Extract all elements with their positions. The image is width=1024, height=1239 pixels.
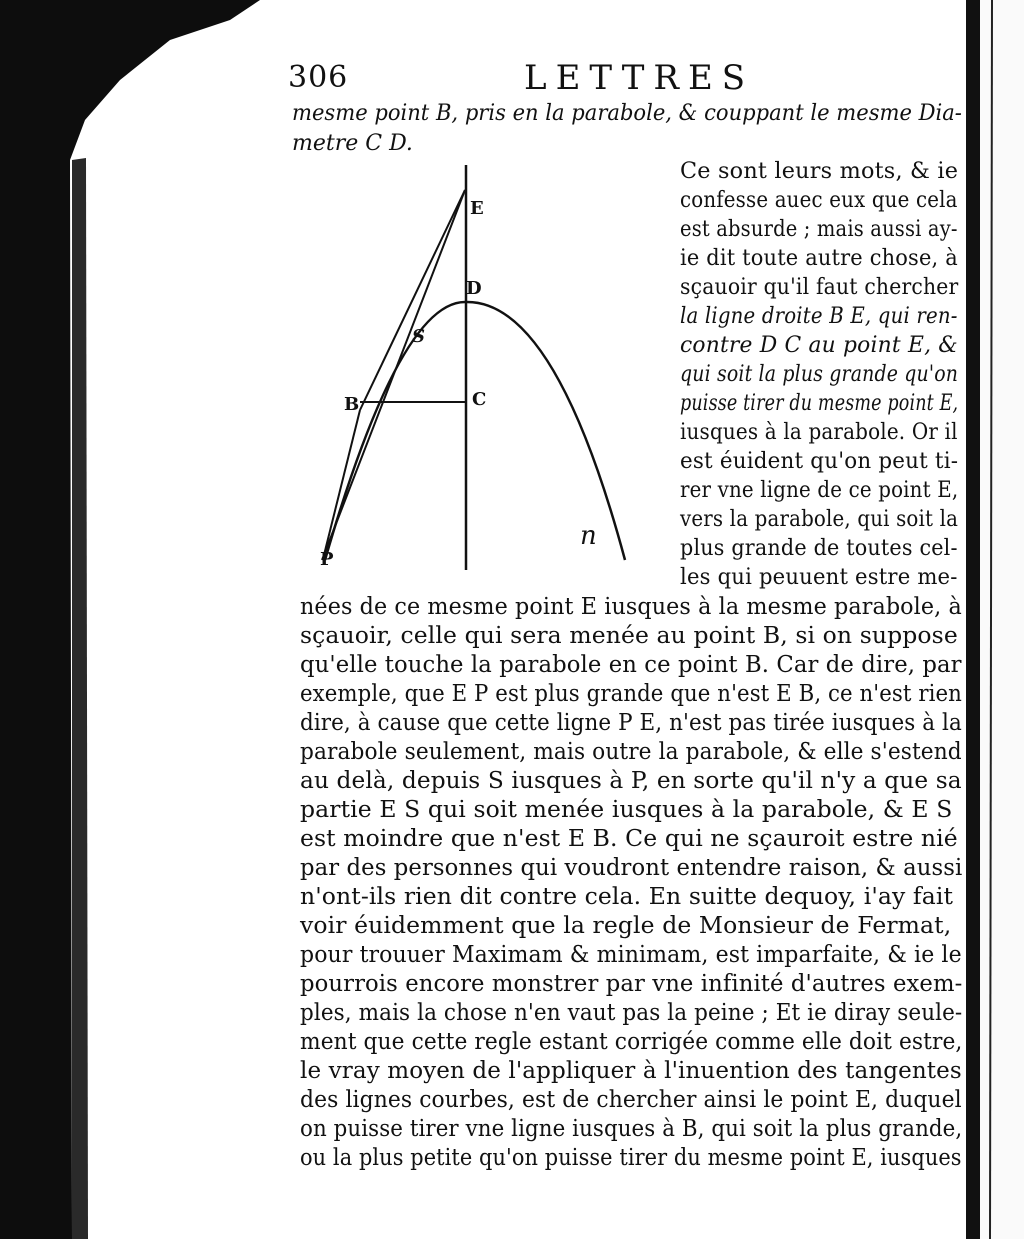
body-line: exemple, que E P est plus grande que n'est E B, ce n'est rien bbox=[300, 679, 962, 707]
label-n: n bbox=[580, 521, 597, 551]
body-line: on puisse tirer vne ligne iusques à B, qui soit la plus grande, bbox=[300, 1114, 963, 1142]
body-line: est moindre que n'est E B. Ce qui ne sçauroit estre nié bbox=[300, 824, 958, 852]
column-line: est absurde ; mais aussi ay- bbox=[680, 216, 958, 242]
intro-line: metre C D. bbox=[292, 131, 413, 156]
line-BP bbox=[324, 410, 360, 555]
column-line: contre D C au point E, & bbox=[680, 332, 958, 358]
column-line: la ligne droite B E, qui ren- bbox=[680, 303, 958, 329]
body-line: qu'elle touche la parabole en ce point B. Car de dire, par bbox=[300, 650, 962, 678]
body-line: pour trouuer Maximam & minimam, est imparfaite, & ie le bbox=[300, 940, 962, 968]
column-line: plus grande de toutes cel- bbox=[680, 535, 958, 561]
line-EP bbox=[322, 190, 465, 560]
column-line: Ce sont leurs mots, & ie bbox=[680, 158, 959, 184]
column-line: est éuident qu'on peut ti- bbox=[680, 448, 959, 474]
running-title: LETTRES bbox=[524, 58, 755, 98]
label-E: E bbox=[470, 198, 484, 219]
column-line: iusques à la parabole. Or il bbox=[680, 419, 958, 445]
column-line: ie dit toute autre chose, à bbox=[680, 245, 958, 271]
column-line: puisse tirer du mesme point E, bbox=[680, 390, 959, 416]
line-EB bbox=[360, 190, 465, 410]
column-line: confesse auec eux que cela bbox=[680, 187, 958, 213]
column-line: qui soit la plus grande qu'on bbox=[680, 361, 959, 387]
label-D: D bbox=[466, 278, 482, 299]
body-line: le vray moyen de l'appliquer à l'inuention des tangentes bbox=[300, 1056, 962, 1084]
body-line: ment que cette regle estant corrigée comme elle doit estre, bbox=[300, 1027, 963, 1055]
body-line: pourrois encore monstrer par vne infinité d'autres exem- bbox=[300, 969, 963, 997]
body-line: des lignes courbes, est de chercher ainsi le point E, duquel bbox=[300, 1085, 962, 1113]
body-line: nées de ce mesme point E iusques à la mesme parabole, à bbox=[300, 592, 962, 620]
column-line: sçauoir qu'il faut chercher bbox=[680, 274, 959, 300]
body-line: dire, à cause que cette ligne P E, n'est pas tirée iusques à la bbox=[300, 708, 962, 736]
body-line: par des personnes qui voudront entendre raison, & aussi bbox=[300, 853, 963, 881]
page-number: 306 bbox=[288, 60, 349, 95]
body-line: sçauoir, celle qui sera menée au point B, si on suppose bbox=[300, 621, 958, 649]
label-B: B bbox=[344, 394, 360, 415]
body-line: ou la plus petite qu'on puisse tirer du mesme point E, iusques bbox=[300, 1143, 962, 1171]
column-line: rer vne ligne de ce point E, bbox=[680, 477, 959, 503]
column-line: vers la parabole, qui soit la bbox=[680, 506, 959, 532]
intro-line: mesme point B, pris en la parabole, & couppant le mesme Dia- bbox=[292, 101, 962, 126]
label-S: S bbox=[412, 326, 425, 347]
body-line: au delà, depuis S iusques à P, en sorte qu'il n'y a que sa bbox=[300, 766, 962, 794]
body-line: parabole seulement, mais outre la parabole, & elle s'estend bbox=[300, 737, 962, 765]
body-line: n'ont-ils rien dit contre cela. En suitte dequoy, i'ay fait bbox=[300, 882, 953, 910]
body-line: partie E S qui soit menée iusques à la parabole, & E S bbox=[300, 795, 953, 823]
parabola-figure bbox=[300, 160, 640, 580]
body-line: ples, mais la chose n'en vaut pas la peine ; Et ie diray seule- bbox=[300, 998, 963, 1026]
column-line: les qui peuuent estre me- bbox=[680, 564, 958, 590]
body-line: voir éuidemment que la regle de Monsieur de Fermat, bbox=[300, 911, 952, 939]
label-P: P bbox=[320, 549, 334, 570]
label-C: C bbox=[472, 389, 487, 410]
